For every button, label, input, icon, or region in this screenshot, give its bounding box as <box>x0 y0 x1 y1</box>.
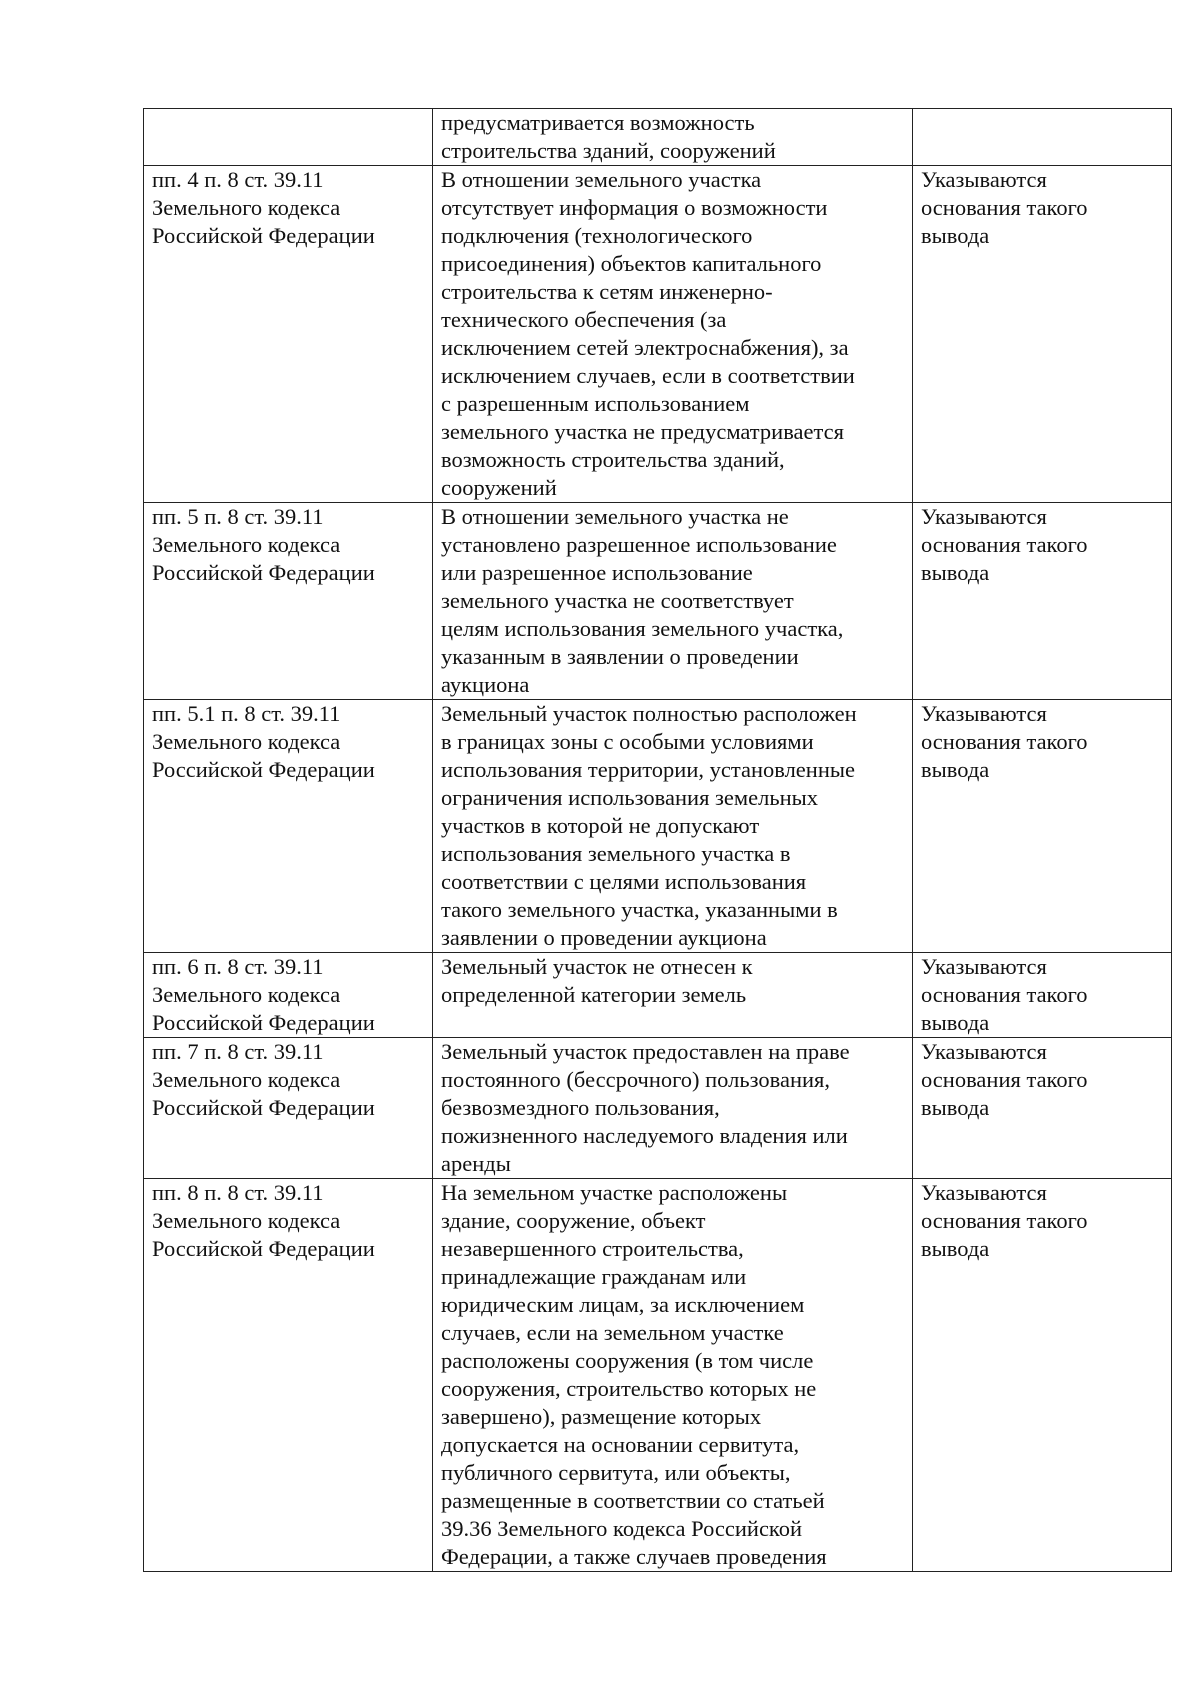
condition-cell <box>433 166 913 503</box>
note-text: Указываются основания такого вывода <box>921 504 1088 585</box>
basis-text: пп. 5 п. 8 ст. 39.11 Земельного кодекса Российской Федерации <box>152 504 375 585</box>
condition-cell <box>433 109 913 166</box>
condition-cell <box>433 953 913 1038</box>
table-row <box>144 1038 1172 1179</box>
condition-text: В отношении земельного участка не установлено разрешенное использование или разрешенное использование земельного участка не соответствует целям использования земельного участка, указанным в заявлении о проведении аукциона <box>441 504 844 697</box>
note-cell <box>913 700 1172 953</box>
note-cell <box>913 953 1172 1038</box>
note-text: Указываются основания такого вывода <box>921 167 1088 248</box>
basis-cell <box>144 503 433 700</box>
basis-cell <box>144 700 433 953</box>
basis-text: пп. 5.1 п. 8 ст. 39.11 Земельного кодекса Российской Федерации <box>152 701 375 782</box>
note-text: Указываются основания такого вывода <box>921 1039 1088 1120</box>
condition-text: Земельный участок не отнесен к определенной категории земель <box>441 954 753 1007</box>
condition-cell <box>433 700 913 953</box>
table-row <box>144 109 1172 166</box>
table-row <box>144 700 1172 953</box>
table-row <box>144 166 1172 503</box>
condition-cell <box>433 1179 913 1572</box>
condition-text: На земельном участке расположены здание, сооружение, объект незавершенного строительства, принадлежащие гражданам или юридическим лицам, за исключением случаев, если на земельном участке расположены сооружения (в том числе сооружения, строительство которых не завершено), размещение которых допускается на основании сервитута, публичного сервитута, или объекты, размещенные в соответствии со статьей 39.36 Земельного кодекса Российской Федерации, а также случаев проведения <box>441 1180 827 1569</box>
basis-cell <box>144 953 433 1038</box>
table-row <box>144 503 1172 700</box>
note-text: Указываются основания такого вывода <box>921 1180 1088 1261</box>
note-cell <box>913 109 1172 166</box>
note-cell <box>913 1179 1172 1572</box>
condition-text: В отношении земельного участка отсутствует информация о возможности подключения (технологического присоединения) объектов капитального строительства к сетям инженерно- технического обеспечения (за исключением сетей электроснабжения), за исключением случаев, если в соответствии с разрешенным использованием земельного участка не предусматривается возможность строительства зданий, сооружений <box>441 167 855 500</box>
note-text: Указываются основания такого вывода <box>921 954 1088 1035</box>
note-cell <box>913 166 1172 503</box>
condition-cell <box>433 503 913 700</box>
basis-text: пп. 4 п. 8 ст. 39.11 Земельного кодекса Российской Федерации <box>152 167 375 248</box>
table-row <box>144 953 1172 1038</box>
note-text: Указываются основания такого вывода <box>921 701 1088 782</box>
condition-text: Земельный участок полностью расположен в границах зоны с особыми условиями использования территории, установленные ограничения использования земельных участков в которой не допускают использования земельного участка в соответствии с целями использования такого земельного участка, указанными в заявлении о проведении аукциона <box>441 701 857 950</box>
note-cell <box>913 1038 1172 1179</box>
note-cell <box>913 503 1172 700</box>
basis-cell <box>144 166 433 503</box>
basis-cell <box>144 109 433 166</box>
grounds-table <box>143 108 1172 1572</box>
basis-text: пп. 7 п. 8 ст. 39.11 Земельного кодекса Российской Федерации <box>152 1039 375 1120</box>
condition-text: предусматривается возможность строительства зданий, сооружений <box>441 110 776 163</box>
condition-text: Земельный участок предоставлен на праве постоянного (бессрочного) пользования, безвозмездного пользования, пожизненного наследуемого владения или аренды <box>441 1039 850 1176</box>
basis-text: пп. 6 п. 8 ст. 39.11 Земельного кодекса Российской Федерации <box>152 954 375 1035</box>
basis-text: пп. 8 п. 8 ст. 39.11 Земельного кодекса Российской Федерации <box>152 1180 375 1261</box>
table-row <box>144 1179 1172 1572</box>
basis-cell <box>144 1038 433 1179</box>
basis-cell <box>144 1179 433 1572</box>
condition-cell <box>433 1038 913 1179</box>
